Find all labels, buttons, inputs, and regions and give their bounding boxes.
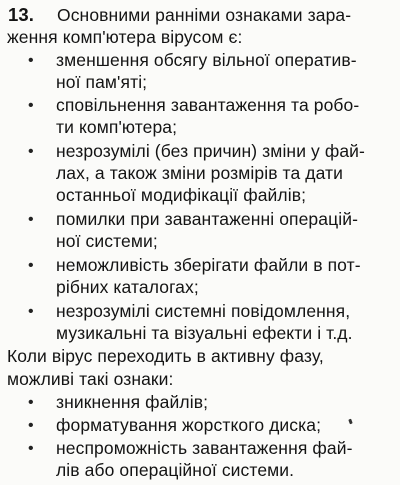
early-sign-4-line-2: ної системи;: [56, 231, 158, 251]
bullet-marker: •: [28, 394, 34, 411]
active-sign-1-line-1: зникнення файлів;: [56, 392, 209, 412]
early-sign-5-line-1: неможливість зберігати файли в пот-: [56, 255, 361, 275]
early-sign-3-line-1: незрозумілі (без причин) зміни у фай-: [56, 141, 365, 161]
scan-speck: [348, 419, 353, 425]
early-sign-1-line-2: ної пам'яті;: [56, 72, 148, 92]
active-phase-line-2: можливі такі ознаки:: [7, 369, 174, 389]
early-sign-2-line-2: ти комп'ютера;: [56, 117, 178, 137]
bullet-marker: •: [28, 417, 34, 434]
early-sign-3-line-3: останньої модифікації файлів;: [56, 185, 307, 205]
intro-line-2: ження комп'ютера вірусом є:: [7, 27, 243, 47]
early-sign-3-line-2: лах, а також зміни розмірів та дати: [56, 163, 344, 183]
bullet-marker: •: [28, 440, 34, 457]
active-phase-line-1: Коли вірус переходить в активну фазу,: [7, 346, 324, 366]
early-sign-2-line-1: сповільнення завантаження та робо-: [56, 95, 360, 115]
early-sign-5-line-2: рібних каталогах;: [56, 277, 199, 297]
bullet-marker: •: [28, 97, 34, 114]
active-sign-2-line-1: форматування жорсткого диска;: [56, 415, 322, 435]
intro-line-1: Основними ранніми ознаками зара-: [57, 5, 352, 25]
bullet-marker: •: [28, 211, 34, 228]
early-sign-6-line-2: музикальні та візуальні ефекти і т.д.: [56, 323, 353, 343]
early-sign-1-line-1: зменшення обсягу вільної оператив-: [56, 50, 357, 70]
early-sign-4-line-1: помилки при завантаженні операцій-: [56, 209, 359, 229]
bullet-marker: •: [28, 143, 34, 160]
item-number: 13.: [8, 4, 35, 25]
bullet-marker: •: [28, 52, 34, 69]
early-sign-6-line-1: незрозумілі системні повідомлення,: [56, 301, 351, 321]
active-sign-3-line-1: неспроможність завантаження фай-: [56, 438, 353, 458]
bullet-marker: •: [28, 257, 34, 274]
bullet-marker: •: [28, 303, 34, 320]
active-sign-3-line-2: лів або операційної системи.: [56, 460, 295, 480]
